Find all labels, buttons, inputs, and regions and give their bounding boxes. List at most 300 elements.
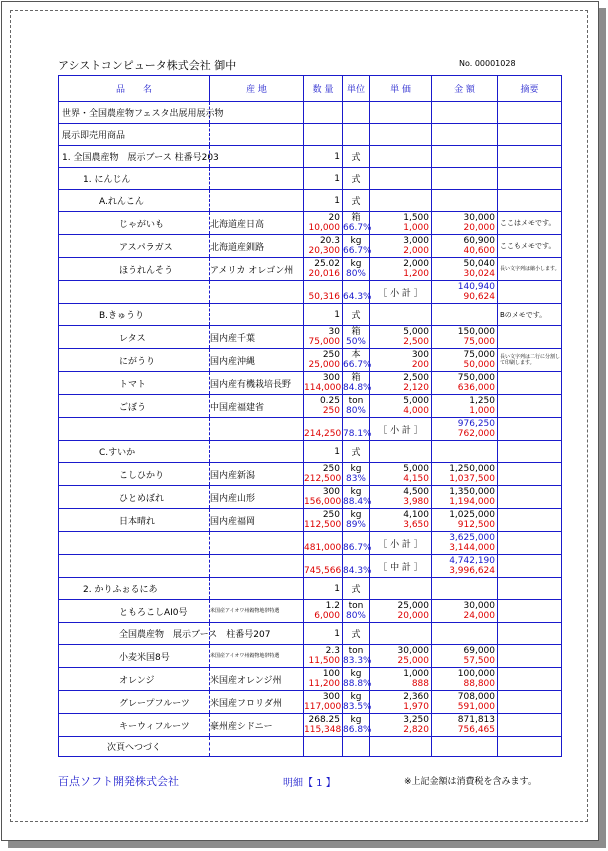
origin: 北海道産釧路	[210, 242, 265, 253]
item-name: キーウィフルーツ	[119, 721, 190, 732]
quantity: 250	[322, 510, 340, 520]
quantity: 1	[334, 309, 340, 320]
unit-price-cell	[370, 486, 432, 509]
amount-cell	[432, 235, 498, 258]
col-header-name: 品 名	[59, 76, 210, 102]
amount-cell	[432, 281, 498, 304]
quantity-cell	[304, 600, 343, 623]
unit: 式	[351, 448, 361, 458]
amount-sub: 57,500	[463, 656, 495, 666]
group-row	[59, 168, 562, 190]
origin-cell	[210, 578, 304, 600]
amount: 1,350,000	[449, 487, 495, 497]
unit-price-cell	[370, 212, 432, 235]
unit-rate: 66.7%	[343, 360, 372, 370]
unit: kg	[350, 510, 362, 520]
amount-cell	[432, 509, 498, 532]
item-name-cell	[59, 578, 210, 600]
unit-rate: 86.8%	[343, 725, 372, 735]
origin-cell	[210, 349, 304, 372]
origin: 米国産アイオワ州穀物地帯特選	[210, 653, 280, 659]
item-name: 展示即売用商品	[62, 131, 126, 141]
unit-price-cell	[370, 509, 432, 532]
memo-cell	[498, 486, 562, 509]
item-name-cell	[59, 304, 210, 326]
origin: 米国産フロリダ州	[210, 698, 283, 709]
amount: 30,000	[463, 601, 495, 611]
subtotal-label-cell	[370, 555, 432, 578]
amount-cell	[432, 463, 498, 486]
origin: 国内産千葉	[210, 333, 256, 344]
amount-sub: 1,000	[469, 406, 495, 416]
col-header-origin: 産 地	[210, 76, 304, 102]
unit-cell	[343, 124, 370, 146]
unit-rate: 80%	[345, 406, 366, 416]
unit-price-cell	[370, 102, 432, 124]
amount-cell	[432, 146, 498, 168]
memo-cell	[498, 645, 562, 668]
next-row	[59, 737, 562, 757]
unit-price-cell	[370, 124, 432, 146]
quantity: 0.25	[319, 396, 340, 406]
memo: 長い文字列は縮小します。	[500, 266, 560, 272]
amount: 30,000	[463, 213, 495, 223]
unit-price: 2,000	[403, 259, 429, 269]
amount-cell	[432, 124, 498, 146]
memo-cell	[498, 190, 562, 212]
subtotal-amount-sub: 3,144,000	[449, 543, 495, 553]
amount-sub: 40,600	[463, 246, 495, 256]
memo-cell	[498, 668, 562, 691]
origin-cell	[210, 463, 304, 486]
origin: 米国産アイオワ州穀物地帯特選	[210, 608, 280, 614]
table-header-row	[59, 76, 562, 102]
item-name-cell	[59, 372, 210, 395]
quantity-sub: 75,000	[308, 337, 340, 347]
unit: ton	[348, 601, 364, 611]
origin-cell	[210, 737, 304, 757]
issuer-company: 百点ソフト開発株式会社	[58, 775, 179, 788]
col-header-amount: 金 額	[432, 76, 498, 102]
unit-price-sub: 1,000	[403, 223, 429, 233]
memo-cell	[498, 124, 562, 146]
item-name: じゃがいも	[119, 219, 165, 230]
amount-cell	[432, 418, 498, 441]
quantity-cell	[304, 691, 343, 714]
item-name: 1. にんじん	[83, 175, 131, 185]
quantity-cell	[304, 555, 343, 578]
unit-price: 25,000	[397, 601, 429, 611]
amount-sub: 30,024	[463, 269, 495, 279]
item-name: A.れんこん	[99, 197, 144, 207]
memo: ここはメモです。	[500, 219, 556, 227]
unit-rate: 80%	[345, 269, 366, 279]
amount: 150,000	[457, 327, 495, 337]
amount: 871,813	[457, 715, 495, 725]
amount-sub: 1,194,000	[449, 497, 495, 507]
quantity: 20	[328, 213, 340, 223]
table-row	[59, 509, 562, 532]
unit-price-cell	[370, 463, 432, 486]
unit-cell	[343, 600, 370, 623]
unit-price-sub: 4,000	[403, 406, 429, 416]
item-name-cell	[59, 463, 210, 486]
quantity-cell	[304, 304, 343, 326]
unit-price-sub: 2,000	[403, 246, 429, 256]
item-name-cell	[59, 714, 210, 737]
unit: kg	[350, 692, 362, 702]
item-name-cell	[59, 124, 210, 146]
origin-cell	[210, 509, 304, 532]
memo-cell	[498, 578, 562, 600]
group-row	[59, 146, 562, 168]
unit-price-sub: 2,820	[403, 725, 429, 735]
col-header-quantity: 数 量	[304, 76, 343, 102]
item-name-cell	[59, 668, 210, 691]
quantity-sub: 25,000	[308, 360, 340, 370]
table-row	[59, 212, 562, 235]
quantity-cell	[304, 326, 343, 349]
amount-sub: 591,000	[457, 702, 495, 712]
amount-sub: 636,000	[457, 383, 495, 393]
item-name-cell	[59, 441, 210, 463]
quantity: 1	[334, 151, 340, 162]
origin-cell	[210, 146, 304, 168]
col-header-unit: 単位	[343, 76, 370, 102]
item-name-cell	[59, 281, 210, 304]
amount-cell	[432, 691, 498, 714]
unit-rate: 89%	[345, 520, 366, 530]
unit: 式	[351, 175, 361, 185]
origin-cell	[210, 258, 304, 281]
amount-sub: 75,000	[463, 337, 495, 347]
unit-cell	[343, 441, 370, 463]
quantity-cell	[304, 418, 343, 441]
origin-cell	[210, 395, 304, 418]
amount-sub: 756,465	[457, 725, 495, 735]
origin-cell	[210, 714, 304, 737]
amount-sub: 1,037,500	[449, 474, 495, 484]
subtotal-amount: 976,250	[457, 419, 495, 429]
unit: 本	[351, 350, 361, 360]
item-name-cell	[59, 146, 219, 168]
origin: 中国産福建省	[210, 402, 265, 413]
unit-price-cell	[370, 600, 432, 623]
unit-cell	[343, 146, 370, 168]
memo-cell	[498, 168, 562, 190]
amount: 50,040	[463, 259, 495, 269]
table-row	[59, 486, 562, 509]
memo: ここもメモです。	[500, 242, 556, 250]
amount-cell	[432, 190, 498, 212]
quantity: 300	[322, 487, 340, 497]
unit-rate: 80%	[345, 611, 366, 621]
amount: 1,250	[469, 396, 495, 406]
origin-cell	[210, 418, 304, 441]
quantity-sub: 117,000	[304, 702, 342, 712]
amount-cell	[432, 395, 498, 418]
unit-cell	[343, 623, 370, 645]
item-name: C.すいか	[99, 448, 136, 458]
quantity-cell	[304, 395, 343, 418]
item-name: 世界・全国農産物フェスタ出展用展示物	[62, 109, 224, 119]
amount-sub: 50,000	[463, 360, 495, 370]
amount-cell	[432, 212, 498, 235]
subtotal-label: ［ 小 計 ］	[378, 539, 423, 550]
quantity: 250	[322, 350, 340, 360]
unit: kg	[350, 669, 362, 679]
quantity-cell	[304, 124, 343, 146]
quantity-cell	[304, 146, 343, 168]
unit-cell	[343, 463, 370, 486]
quantity-cell	[304, 623, 343, 645]
amount-sub: 88,800	[463, 679, 495, 689]
origin-cell	[210, 235, 304, 258]
unit-price-cell	[370, 578, 432, 600]
quantity: 268.25	[308, 715, 340, 725]
origin-cell	[210, 326, 304, 349]
subtotal-label-cell	[370, 281, 432, 304]
unit-rate: 83.3%	[343, 656, 372, 666]
unit-price-cell	[370, 258, 432, 281]
table-row	[59, 395, 562, 418]
table-row	[59, 258, 562, 281]
amount-cell	[432, 737, 498, 757]
memo-cell	[498, 441, 562, 463]
item-name-cell	[59, 418, 210, 441]
item-name-cell	[59, 395, 210, 418]
amount-cell	[432, 441, 498, 463]
amount-cell	[432, 668, 498, 691]
unit-price: 2,500	[403, 373, 429, 383]
amount-cell	[432, 578, 498, 600]
unit-price-cell	[370, 668, 432, 691]
unit: 式	[351, 585, 361, 595]
item-name: ほうれんそう	[119, 265, 174, 276]
unit-price-sub: 2,500	[403, 337, 429, 347]
quantity-cell	[304, 668, 343, 691]
quantity: 2.3	[325, 646, 340, 656]
item-name: グレープフルーツ	[119, 698, 190, 709]
item-name: 日本晴れ	[119, 516, 156, 527]
unit-price-cell	[370, 326, 432, 349]
memo-cell	[498, 146, 562, 168]
item-name-cell	[59, 235, 210, 258]
unit-cell	[343, 326, 370, 349]
memo-cell	[498, 555, 562, 578]
group-row	[59, 190, 562, 212]
unit: ton	[348, 396, 364, 406]
table-row	[59, 600, 562, 623]
subtotal-label-cell	[370, 418, 432, 441]
quantity: 25.02	[314, 259, 340, 269]
quantity: 1	[334, 628, 340, 639]
unit: 箱	[351, 327, 361, 337]
unit-price: 3,250	[403, 715, 429, 725]
memo: 長い文字列は二行に分割して印刷します。	[500, 354, 561, 366]
subtotal-row	[59, 281, 562, 304]
item-name-cell	[59, 190, 210, 212]
quantity-sub: 10,000	[308, 223, 340, 233]
item-name: アスパラガス	[119, 242, 173, 253]
quantity-cell	[304, 463, 343, 486]
subtotal-quantity: 50,316	[308, 292, 340, 302]
unit-cell	[343, 395, 370, 418]
unit-price-cell	[370, 623, 432, 645]
table-row	[59, 349, 562, 372]
unit-rate: 88.8%	[343, 679, 372, 689]
item-name: B.きゅうり	[99, 311, 145, 321]
subtotal-rate: 84.3%	[343, 566, 372, 576]
origin-cell	[210, 600, 304, 623]
subtotal-quantity: 481,000	[304, 543, 342, 553]
document-number: No. 00001028	[459, 59, 516, 68]
table-row	[59, 326, 562, 349]
subtotal-amount: 140,940	[457, 282, 495, 292]
unit-cell	[343, 509, 370, 532]
item-name: こしひかり	[119, 470, 165, 481]
group-row	[59, 304, 562, 326]
amount: 69,000	[463, 646, 495, 656]
amount: 708,000	[457, 692, 495, 702]
quantity: 1	[334, 446, 340, 457]
item-name-cell	[59, 258, 210, 281]
quantity-cell	[304, 349, 343, 372]
quantity-cell	[304, 578, 343, 600]
unit-rate: 50%	[345, 337, 366, 347]
unit: 箱	[351, 213, 361, 223]
origin-cell	[210, 304, 304, 326]
unit-price: 1,000	[403, 669, 429, 679]
quantity: 300	[322, 373, 340, 383]
item-name-cell	[59, 349, 210, 372]
unit-price-cell	[370, 395, 432, 418]
amount-sub: 20,000	[463, 223, 495, 233]
unit-cell	[343, 304, 370, 326]
quantity-cell	[304, 532, 343, 555]
quantity-sub: 11,500	[308, 656, 340, 666]
memo-cell	[498, 281, 562, 304]
quantity-cell	[304, 190, 343, 212]
continued-label: 次頁へつづく	[107, 743, 162, 753]
origin: 国内産福岡	[210, 516, 256, 527]
subtotal-row	[59, 418, 562, 441]
unit-price: 5,000	[403, 464, 429, 474]
unit-cell	[343, 418, 370, 441]
amount-sub: 912,500	[457, 520, 495, 530]
table-row	[59, 372, 562, 395]
amount: 750,000	[457, 373, 495, 383]
unit-price: 3,000	[403, 236, 429, 246]
subtotal-rate: 64.3%	[343, 292, 372, 302]
unit-rate: 84.8%	[343, 383, 372, 393]
item-name-cell	[59, 691, 210, 714]
subtotal-row	[59, 532, 562, 555]
quantity-cell	[304, 212, 343, 235]
item-name-cell	[59, 623, 271, 645]
unit: 箱	[351, 373, 361, 383]
quantity: 1	[334, 195, 340, 206]
unit-cell	[343, 212, 370, 235]
quantity: 250	[322, 464, 340, 474]
item-name-cell	[59, 102, 224, 124]
memo-cell	[498, 349, 562, 372]
table-row	[59, 235, 562, 258]
quantity-cell	[304, 372, 343, 395]
unit-cell	[343, 555, 370, 578]
quantity-sub: 11,200	[308, 679, 340, 689]
origin-cell	[210, 372, 304, 395]
unit-cell	[343, 691, 370, 714]
item-name: 2. かりふぉるにあ	[83, 585, 158, 595]
item-name: 1. 全国農産物 展示ブース 柱番号203	[62, 153, 219, 163]
unit-cell	[343, 168, 370, 190]
item-name: 全国農産物 展示ブース 柱番号207	[119, 630, 271, 640]
item-name-cell	[59, 168, 210, 190]
item-name: オレンジ	[119, 675, 155, 686]
unit-cell	[343, 349, 370, 372]
amount-cell	[432, 168, 498, 190]
unit-cell	[343, 737, 370, 757]
memo-cell	[498, 395, 562, 418]
item-name: ひとめぼれ	[119, 493, 165, 504]
unit: 式	[351, 311, 361, 321]
origin-cell	[210, 486, 304, 509]
unit-price-cell	[370, 304, 432, 326]
item-name: トマト	[119, 379, 147, 390]
unit-cell	[343, 668, 370, 691]
unit: 式	[351, 630, 361, 640]
tax-note: ※上記金額は消費税を含みます。	[404, 777, 537, 787]
detail-table	[58, 75, 562, 757]
origin-cell	[210, 691, 304, 714]
unit-price-cell	[370, 349, 432, 372]
label-row	[59, 124, 562, 146]
memo-cell	[498, 102, 562, 124]
unit-cell	[343, 532, 370, 555]
memo-cell	[498, 509, 562, 532]
origin-cell	[210, 168, 304, 190]
origin-cell	[210, 212, 304, 235]
quantity: 100	[322, 669, 340, 679]
unit-price-cell	[370, 168, 432, 190]
unit-cell	[343, 372, 370, 395]
origin: 国内産沖縄	[210, 356, 256, 367]
quantity-sub: 6,000	[314, 611, 340, 621]
group-row	[59, 578, 562, 600]
amount-cell	[432, 555, 498, 578]
quantity-cell	[304, 714, 343, 737]
subtotal-quantity: 214,250	[304, 429, 342, 439]
amount-cell	[432, 645, 498, 668]
amount-cell	[432, 486, 498, 509]
item-name: 小麦米国8号	[119, 652, 170, 663]
unit-price: 2,360	[403, 692, 429, 702]
item-name-cell	[59, 532, 210, 555]
unit-cell	[343, 102, 370, 124]
amount: 100,000	[457, 669, 495, 679]
amount-cell	[432, 258, 498, 281]
memo-cell	[498, 714, 562, 737]
memo-cell	[498, 737, 562, 757]
table-row	[59, 668, 562, 691]
amount-cell	[432, 372, 498, 395]
amount-cell	[432, 326, 498, 349]
item-name: レタス	[119, 333, 146, 344]
unit-cell	[343, 578, 370, 600]
table-row	[59, 463, 562, 486]
unit-price: 5,000	[403, 396, 429, 406]
